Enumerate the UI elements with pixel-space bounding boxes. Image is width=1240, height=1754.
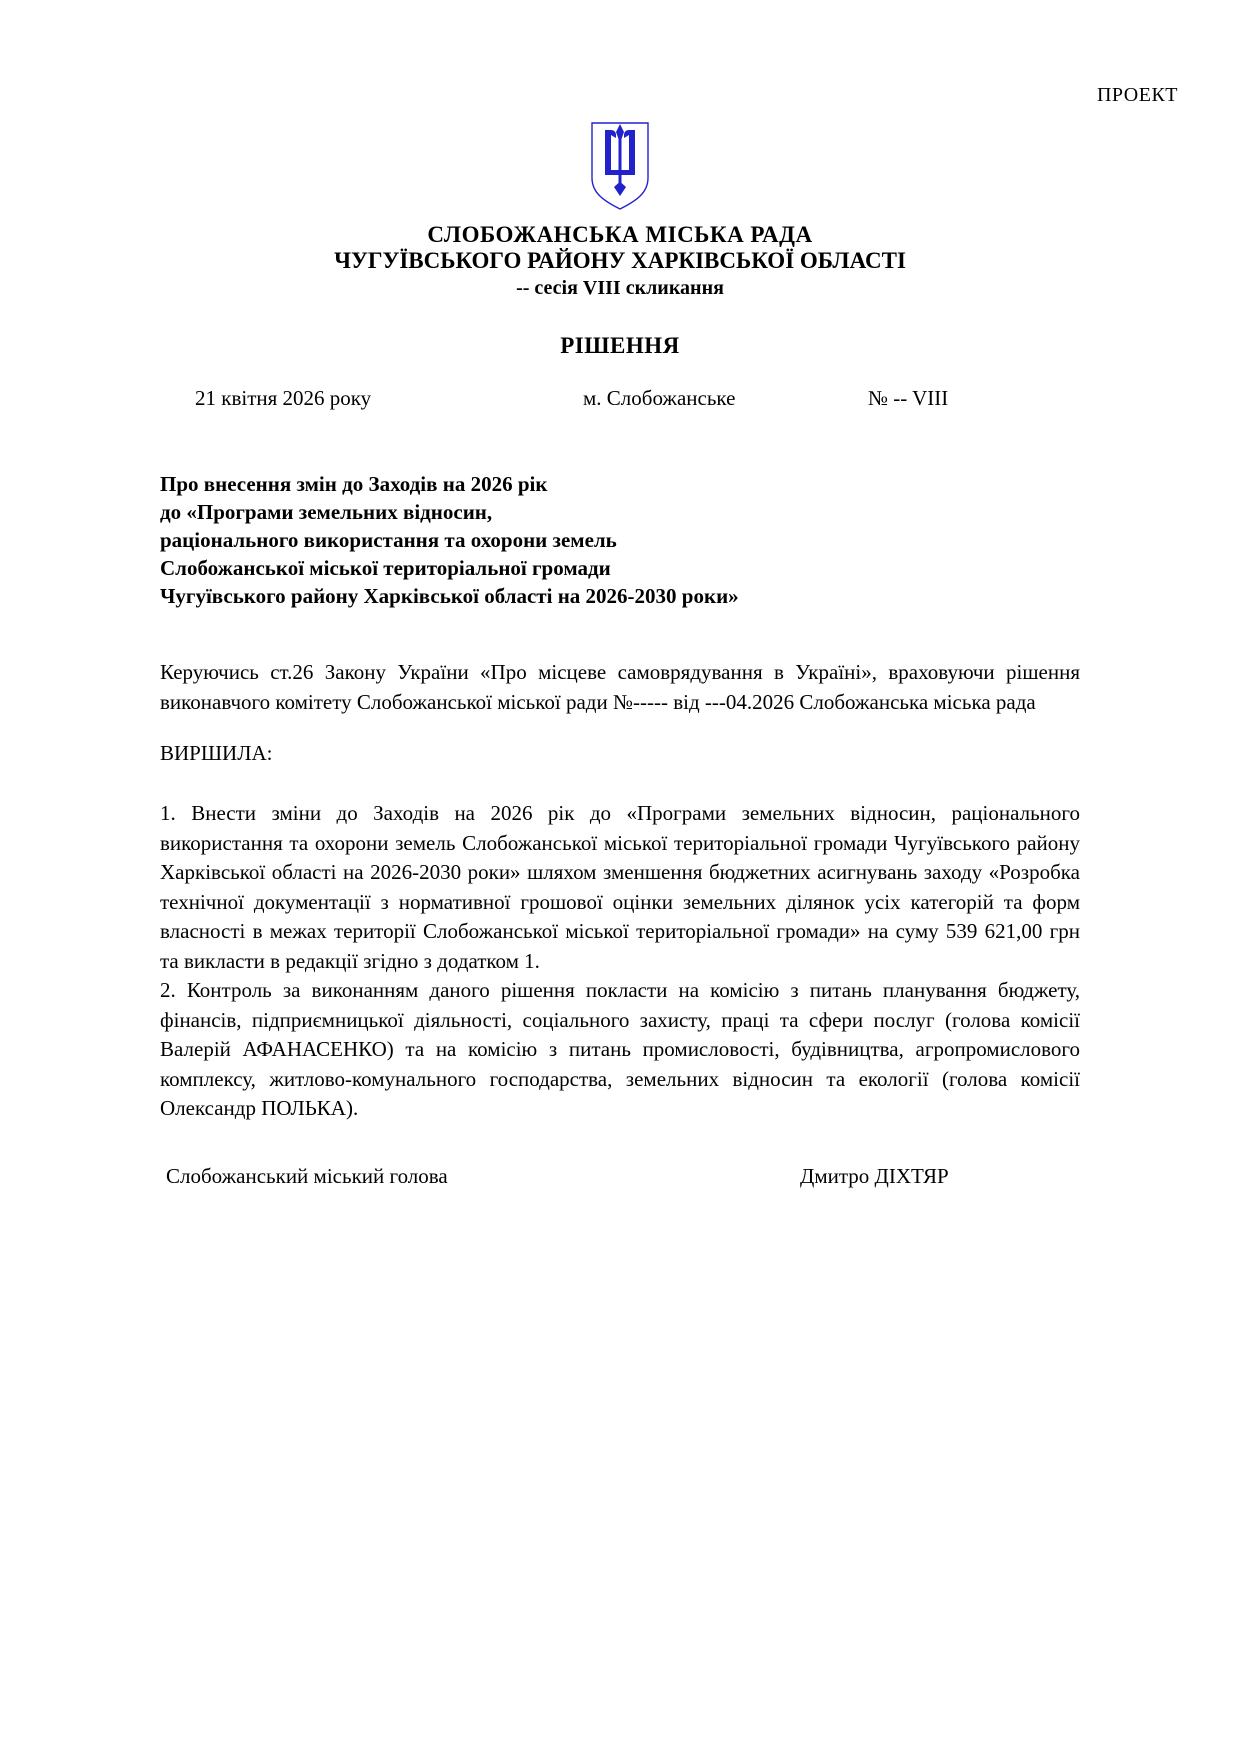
signature-row xyxy=(0,1164,1240,1194)
subject-line: до «Програми земельних відносин, xyxy=(160,500,493,524)
document-number: № -- VIII xyxy=(868,386,949,410)
document-header xyxy=(0,0,1240,359)
document-date: 21 квітня 2026 року xyxy=(195,386,372,410)
subject-line: Про внесення змін до Заходів на 2026 рік xyxy=(160,472,548,496)
council-region: ЧУГУЇВСЬКОГО РАЙОНУ ХАРКІВСЬКОЇ ОБЛАСТІ xyxy=(334,248,906,273)
resolution-word: ВИРШИЛА: xyxy=(160,741,273,765)
subject-line: Чугуївського району Харківської області на 2026-2030 роки» xyxy=(160,584,739,608)
resolution-item-2: 2. Контроль за виконанням даного рішення покласти на комісію з питань планування бюджету, фінансів, підприємницької діяльності, соціального захисту, праці та сфери послуг (голова комісії Валерій АФАНАСЕНКО) та на комісію з питань промисловості, будівництва, агропромислового комплексу, житлово-комунального господарства, земельних відносин та екології (голова комісії Олександр ПОЛЬКА). xyxy=(160,978,1080,1120)
council-name: СЛОБОЖАНСЬКА МІСЬКА РАДА xyxy=(427,222,813,247)
resolution-items xyxy=(160,799,1080,1124)
session-line: -- сесія VIII скликання xyxy=(516,277,724,299)
resolution-item-1: 1. Внести зміни до Заходів на 2026 рік до «Програми земельних відносин, раціонального використання та охорони земель Слобожанської міської територіальної громади Чугуївського району Харківської області на 2026-2030 роки» шляхом зменшення бюджетних асигнувань заходу «Розробка технічної документації з нормативної грошової оцінки земельних ділянок усіх категорій та форм власності в межах території Слобожанської міської територіальної громади» на суму 539 621,00 грн та викласти в редакції згідно з додатком 1. xyxy=(160,801,1080,973)
ukraine-trident-icon xyxy=(588,120,652,212)
signatory-name: Дмитро ДІХТЯР xyxy=(800,1163,949,1188)
document-type-title: РІШЕННЯ xyxy=(560,333,680,358)
subject-block xyxy=(160,470,1080,610)
signatory-position: Слобожанський міський голова xyxy=(166,1163,448,1188)
document-place: м. Слобожанське xyxy=(583,386,736,410)
date-row xyxy=(0,386,1240,416)
subject-line: Слобожанської міської територіальної громади xyxy=(160,556,611,580)
preamble-paragraph: Керуючись ст.26 Закону України «Про місцеве самоврядування в Україні», враховуючи рішення виконавчого комітету Слобожанської міської ради №----- від ---04.2026 Слобожанська міська рада xyxy=(160,660,1080,714)
subject-line: раціонального використання та охорони земель xyxy=(160,528,617,552)
draft-label: ПРОЕКТ xyxy=(1096,84,1178,106)
